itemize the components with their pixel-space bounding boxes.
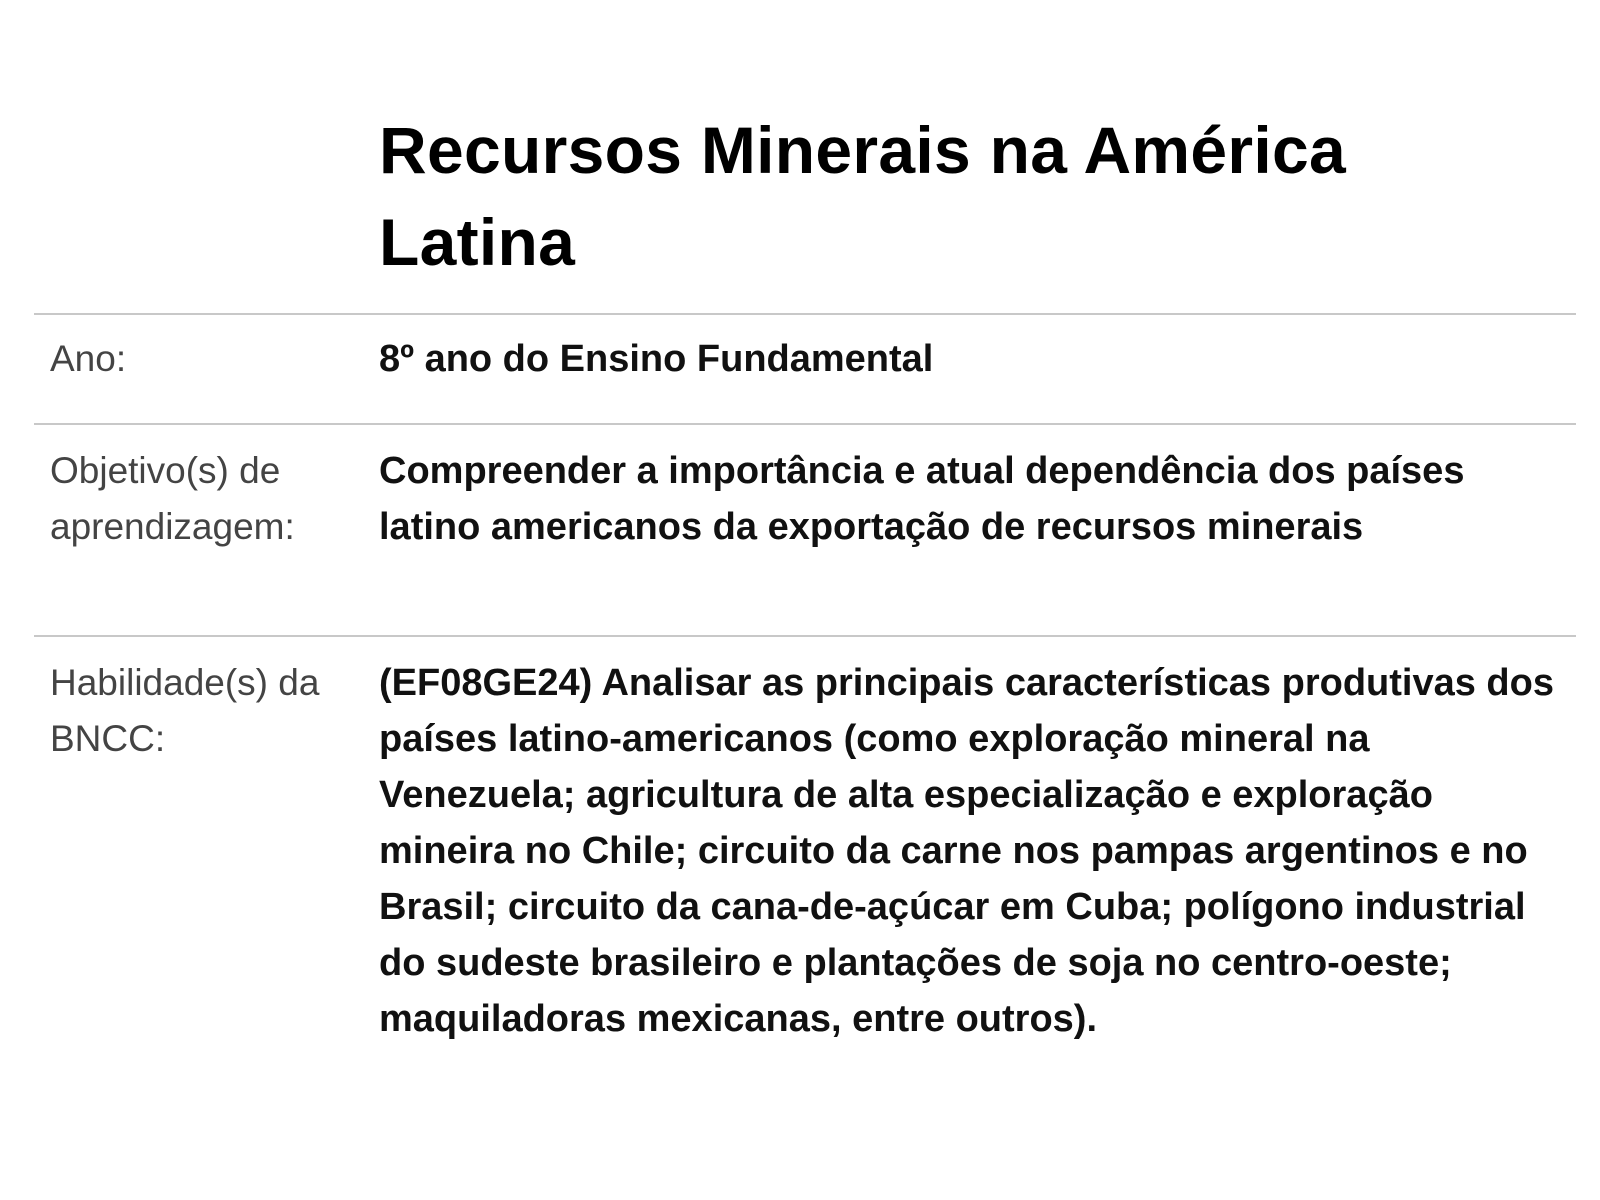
page-title: Recursos Minerais na América Latina [379, 113, 1347, 279]
row-value-habilidade: (EF08GE24) Analisar as principais características produtivas dos países latino-americanos (como exploração mineral na Venezuela; agricultura de alta especialização e exploração mineira no Chile; circuito da carne nos pampas argentinos e no Brasil; circuito da cana-de-açúcar em Cuba; polígono industrial do sudeste brasileiro e plantações de soja no centro-oeste; maquiladoras mexicanas, entre outros). [379, 662, 1554, 1040]
lesson-info-table [34, 313, 1576, 1047]
row-value-objetivo: Compreender a importância e atual dependência dos países latino americanos da exportação de recursos minerais [379, 450, 1465, 548]
row-label-ano: Ano: [50, 338, 127, 379]
row-objetivo [34, 423, 1576, 635]
row-label-objetivo: Objetivo(s) de aprendizagem: [50, 450, 295, 547]
row-value-ano: 8º ano do Ensino Fundamental [379, 338, 934, 380]
row-ano [34, 313, 1576, 423]
row-label-habilidade: Habilidade(s) da BNCC: [50, 662, 320, 759]
row-habilidade [34, 635, 1576, 1047]
